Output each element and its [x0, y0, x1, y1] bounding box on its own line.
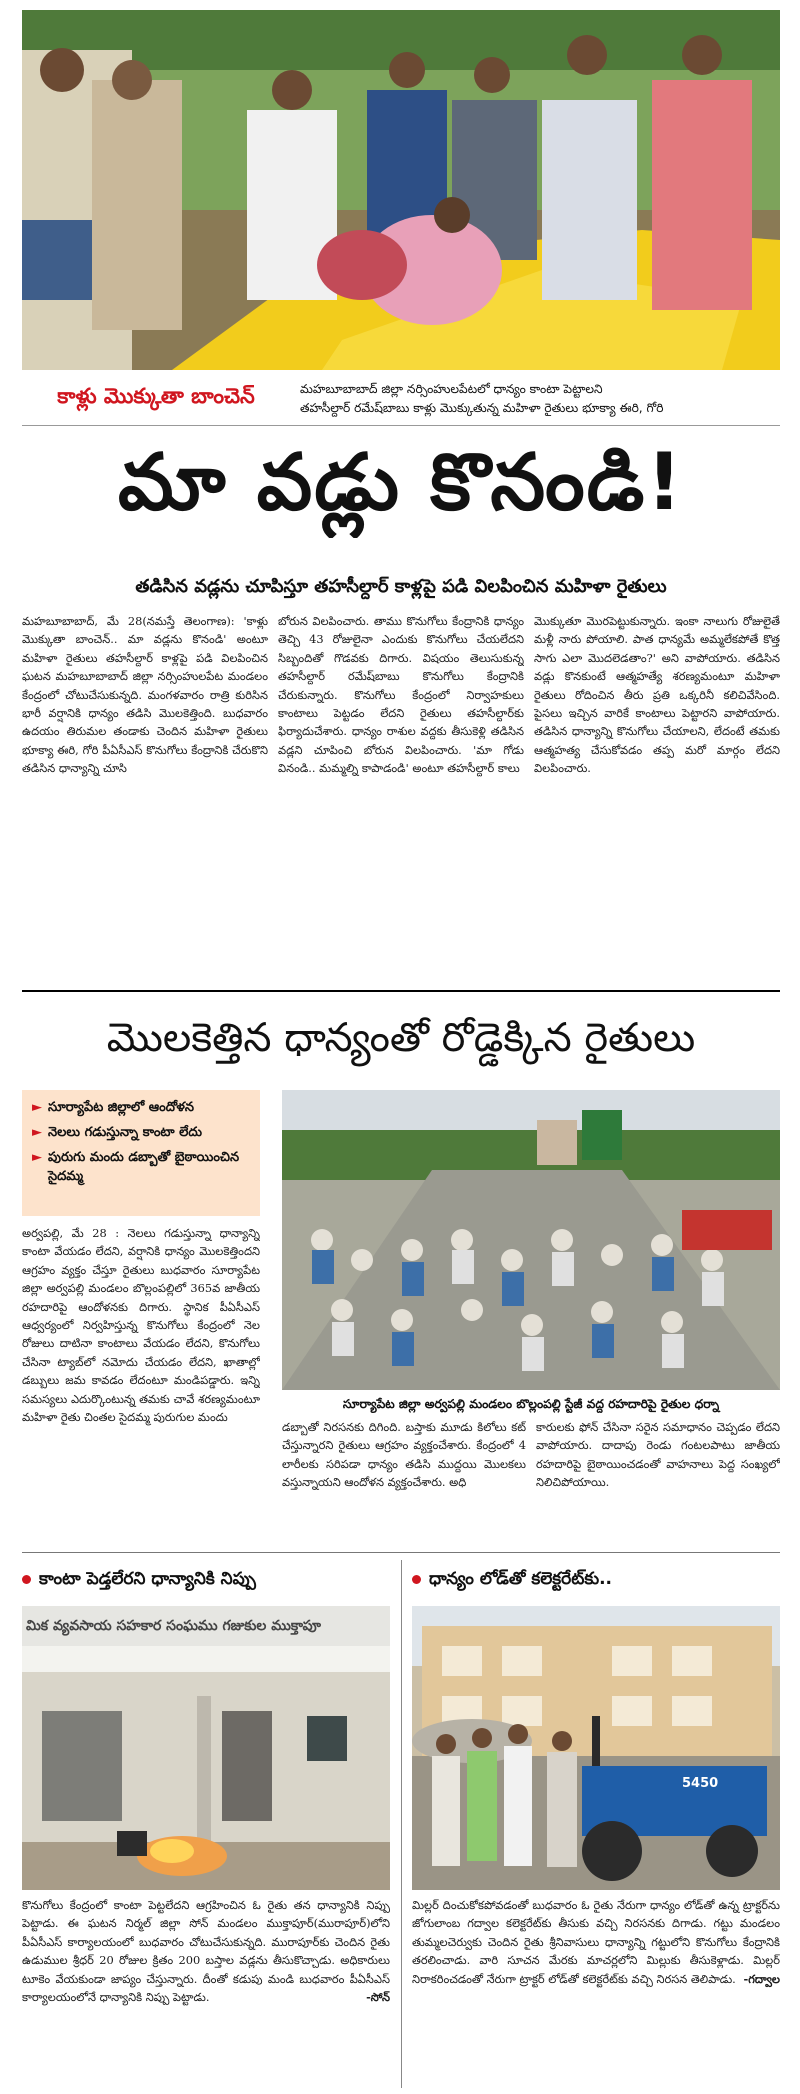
protest-photo-caption: సూర్యాపేట జిల్లా అర్వపల్లి మండలం బొల్లంపల్లి స్టేజీ వద్ద రహదారిపై రైతుల ధర్నా: [342, 1397, 720, 1411]
red-dot-icon: [412, 1575, 421, 1584]
story1-column-3: మొక్కుతూ మొరపెట్టుకున్నారు. ఇంకా నాలుగు రోజులైతే మళ్లీ నారు పోయాలి. పాత ధాన్యమే అమ్మలేకపోతే కొత్త సాగు ఎలా మొదలెడతాం?' అని వాపోయారు. తడిసిన వడ్లు కొనకుంటే ఆత్మహత్యే శరణ్యమంటూ మహిళా రైతులు రోదించిన తీరు ప్రతి ఒక్కరినీ కలిచివేసింది. పైసలు ఇచ్చిన వారికే కాంటాలు పెట్టారని వాపోయారు. తడిసిన ధాన్యాన్ని కొనుగోలు చేయాలని, లేదంటే తమకు ఆత్మహత్య చేసుకోవడం తప్ప మరో మార్గం లేదని విలపించారు.: [534, 614, 780, 776]
bullet-text: పురుగు మందు డబ్బాతో బైఠాయించిన సైదమ్మ: [48, 1150, 240, 1184]
vertical-divider: [401, 1560, 402, 2088]
kicker-label: [22, 378, 290, 420]
headline-ma-vadlu: మా వడ్లు కొనండి!: [118, 438, 684, 528]
bullet-arrow-icon: ►: [32, 1150, 42, 1165]
photo-caption: [300, 380, 780, 418]
bullet-box: [22, 1090, 260, 1216]
rule-story2-bottom: [22, 1552, 780, 1553]
story1-columns: [22, 612, 780, 982]
bullet-text: సూర్యాపేట జిల్లాలో ఆందోళన: [48, 1100, 195, 1115]
story4-headline: ధాన్యం లోడ్‌తో కలెక్టరేట్‌కు..: [429, 1569, 613, 1589]
farmers-at-official-photo: [22, 10, 780, 370]
story4-body: [412, 1896, 780, 2086]
headline-molakettina: మొలకెత్తిన ధాన్యంతో రోడ్డెక్కిన రైతులు: [106, 1015, 696, 1061]
story2-column-1: అర్వపల్లి, మే 28 : నెలలు గడుస్తున్నా ధాన్యాన్ని కాంటా వేయడం లేదని, వర్షానికి ధాన్యం మొలకెత్తిందని ఆగ్రహం వ్యక్తం చేస్తూ రైతులు బుధవారం సూర్యాపేట జిల్లా అర్వపల్లి మండలం బొల్లంపల్లిలో 365వ జాతీయ రహదారిపై ఆందోళనకు దిగారు. స్థానిక పీఏసీఎస్ ఆధ్వర్యంలో నిర్వహిస్తున్న కొనుగోలు కేంద్రంలో నెల రోజులు దాటినా కాంటాలు వేయడం లేదని, కొనుగోలు చేసినా ట్యాబ్‌లో నమోదు చేయడం లేదని, ఖాతాల్లో డబ్బులు జమ కావడం లేదంటూ మండిపడ్డారు. ఇన్ని సమస్యలు ఎదుర్కొంటున్న తమకు చావే శరణ్యమంటూ మహిళా రైతు చింతల సైదమ్మ పురుగుల మందు: [22, 1226, 260, 1425]
bullet-item: [32, 1098, 250, 1117]
story4-body-text: మిల్లర్ దించుకోకపోవడంతో బుధవారం ఓ రైతు నేరుగా ధాన్యం లోడ్‌తో ఉన్న ట్రాక్టర్‌ను జోగులాంబ గద్వాల కలెక్టరేట్‌కు తీసుకు వచ్చి నిరసనకు దిగాడు. గట్టు మండలం తుమ్మలచెర్వుకు చెందిన రైతు శ్రీనివాసులు ధాన్యాన్ని గట్టులోని కొనుగోలు కేంద్రానికి తరలించాడు. వారి సూచన మేరకు మాచర్లలోని మిల్లుకు తీసుకెళ్లాడు. మిల్లర్ నిరాకరించడంతో నేరుగా ట్రాక్టర్ లోడ్‌తో కలెక్టరేట్‌కు వచ్చి నిరసన తెలిపాడు.: [412, 1898, 780, 1986]
photo-scene-svg: [22, 10, 780, 370]
tractor-model-label: 5450: [682, 1776, 719, 1791]
caption-line-1: మహబూబాబాద్ జిల్లా నర్సింహులపేటలో ధాన్యం కాంటా పెట్టాలని: [300, 382, 603, 396]
kicker-text: కాళ్లు మొక్కుతా బాంచెన్: [57, 384, 255, 408]
office-scene-svg: [22, 1606, 390, 1890]
rule-story1-bottom: [22, 990, 780, 992]
subheadline: తడిసిన వడ్లను చూపిస్తూ తహసీల్దార్ కాళ్లపై పడి విలపించిన మహిళా రైతులు: [135, 576, 667, 597]
story4-heading: [412, 1562, 780, 1596]
story3-headline: కాంటా పెడ్తలేరని ధాన్యానికి నిప్పు: [39, 1569, 256, 1589]
bullet-item: [32, 1123, 250, 1142]
protest-scene-svg: [282, 1090, 780, 1390]
story2-columns-2-3: [282, 1418, 780, 1544]
road-protest-photo: [282, 1090, 780, 1390]
caption-line-2: తహసీల్దార్ రమేష్‌బాబు కాళ్లు మొక్కుతున్న మహిళా రైతులు భూక్యా ఈరి, గోరి: [300, 401, 664, 415]
story3-credit: -సోన్: [366, 1990, 390, 2005]
bullet-arrow-icon: ►: [32, 1125, 42, 1140]
story4-credit: -గద్వాల: [743, 1971, 780, 1986]
office-sign-text: మిక వ్యవసాయ సహకార సంఘము గజుకుల ముక్తాపూ: [26, 1618, 321, 1634]
story2-column-2: డబ్బాతో నిరసనకు దిగింది. బస్తాకు మూడు కిలోలు కట్ చేస్తున్నారని రైతులు ఆగ్రహం వ్యక్తంచేశారు. కేంద్రంలో 4 లారీలకు సరిపడా ధాన్యం తడిసి ముద్దయి మొలకలు వస్తున్నాయని ఆందోళన వ్యక్తంచేశారు. అధి: [282, 1420, 526, 1490]
collectorate-scene-svg: [412, 1606, 780, 1890]
story2-column-3: కారులకు ఫోన్ చేసినా సరైన సమాధానం చెప్పడం లేదని వాపోయారు. దాదాపు రెండు గంటలపాటు జాతీయ రహదారిపై బైఠాయించడంతో వాహనాలు పెద్ద సంఖ్యలో నిలిచిపోయాయి.: [536, 1420, 780, 1490]
story3-body: [22, 1896, 390, 2086]
tractor-at-collectorate-photo: [412, 1606, 780, 1890]
burning-grain-photo: [22, 1606, 390, 1890]
bullet-item: [32, 1148, 250, 1186]
story1-column-2: బోరున విలపించారు. తాము కొనుగోలు కేంద్రానికి ధాన్యం తెచ్చి 43 రోజులైనా ఎందుకు కొనుగోలు చేయలేదని సిబ్బందితో గొడవకు దిగారు. విషయం తెలుసుకున్న తహసీల్దార్ రమేష్‌బాబు కొనుగోలు కేంద్రానికి చేరుకున్నారు. కొనుగోలు కేంద్రంలో నిర్వాహకులు కాంటాలు పెట్టడం లేదని రైతులు తహసీల్దార్‌కు ఫిర్యాదుచేశారు. ధాన్యం రాశుల వద్దకు తీసుకెళ్లి తడిసిన వడ్లని చూపించి బోరున విలపించారు. 'మా గోడు వినండి.. మమ్మల్ని కాపాడండి' అంటూ తహసీల్దార్ కాలు: [278, 614, 524, 776]
story3-heading: [22, 1562, 390, 1596]
red-dot-icon: [22, 1575, 31, 1584]
story1-column-1: మహబూబాబాద్, మే 28(నమస్తే తెలంగాణ): 'కాళ్లు మొక్కుతా బాంచెన్.. మా వడ్లను కొనండి' అంటూ మహిళా రైతులు తహసీల్దార్ కాళ్లపై పడి విలపించిన ఘటన మహబూబాబాద్ జిల్లా నర్సింహులపేట మండలం కేంద్రంలో చోటుచేసుకున్నది. మంగళవారం రాత్రి కురిసిన భారీ వర్షానికి ధాన్యం తడిసి మొలకెత్తింది. బుధవారం ఉదయం తిరుమల తండాకు చెందిన మహిళా రైతులు భూక్యా ఈరి, గోరి పీఏసీఎస్ కొనుగోలు కేంద్రానికి చేరుకొని తడిసిన ధాన్యాన్ని చూసి: [22, 614, 268, 776]
bullet-arrow-icon: ►: [32, 1100, 42, 1115]
bullet-text: నెలలు గడుస్తున్నా కాంటా లేదు: [48, 1125, 203, 1140]
rule-under-caption: [22, 425, 780, 426]
story3-body-text: కొనుగోలు కేంద్రంలో కాంటా పెట్టలేదని ఆగ్రహించిన ఓ రైతు తన ధాన్యానికి నిప్పు పెట్టాడు. ఈ ఘటన నిర్మల్ జిల్లా సోన్ మండలం ముక్తాపూర్(మురాపూర్)లోని పీఏసీఎస్ కార్యాలయంలో బుధవారం చోటుచేసుకున్నది. మురాపూర్‌కు చెందిన రైతు ఉడుముల శ్రీధర్ 20 రోజుల క్రితం 200 బస్తాల వడ్లను తీసుకొచ్చాడు. అధికారులు టూకెం వేయకుండా జాప్యం చేస్తున్నారు. దీంతో కడుపు మండి బుధవారం పీఏసీఎస్ కార్యాలయంలోనే ధాన్యానికి నిప్పు పెట్టాడు.: [22, 1898, 390, 2005]
